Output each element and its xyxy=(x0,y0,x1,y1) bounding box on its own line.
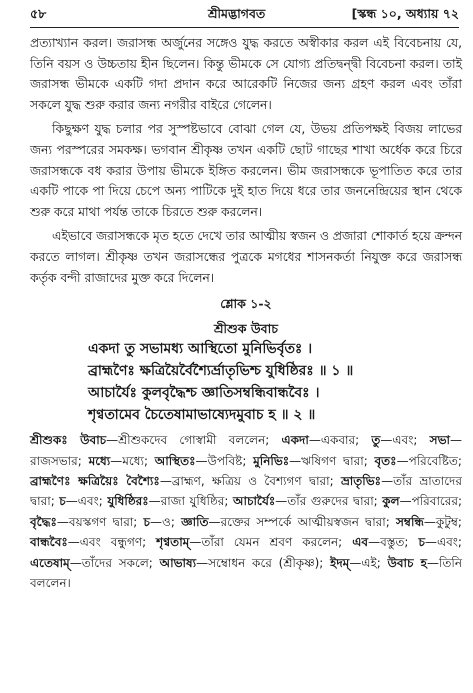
synonym-meaning: রাজসভার; xyxy=(30,453,82,468)
paragraph: এইভাবে জরাসন্ধকে মৃত হতে দেখে তার আত্মীয় স্বজন ও প্রজারা শোকার্ত হয়ে ক্রন্দন করতে লাগল। শ্রীকৃষ্ণ তখন জরাসন্ধের পুত্রকে মগধের শাসনকর্তা নিযুক্ত করে জরাসন্ধ কর্তৃক বন্দী রাজাদের মুক্ত করে দিলেন। xyxy=(30,229,462,285)
synonym-meaning: তাঁদের সকলে; xyxy=(81,555,153,570)
verse-number: শ্লোক ১-২ xyxy=(220,296,272,312)
synonym-meaning: পরিবারের; xyxy=(411,494,462,509)
synonym-meaning: একবার; xyxy=(320,433,360,448)
synonym-word: ব্রাহ্মণৈঃ ক্ষত্রিয়ৈঃ বৈশ্যৈঃ xyxy=(30,473,160,488)
page-number: ৫৮ xyxy=(30,6,47,21)
synonym-meaning: উপবিষ্ট; xyxy=(207,453,247,468)
synonym-word: যুধিষ্ঠিরঃ xyxy=(107,494,149,509)
word-synonyms: শ্রীশুকঃ উবাচ—শ্রীশুকদেব গোস্বামী বললেন; একদা—একবার; তু—এবং; সভা—রাজসভার; মধ্যে—মধ্যে; আস্থিতঃ—উপবিষ্ট; মুনিভিঃ—ঋষিগণ দ্বারা; বৃতঃ—পরিবেষ্টিত; ব্রাহ্মণৈঃ ক্ষত্রিয়ৈঃ বৈশ্যৈঃ—ব্রাহ্মণ, ক্ষত্রিয় ও বৈশ্যগণ দ্বারা; ভ্রাতৃভিঃ—তাঁর ভ্রাতাদের দ্বারা; চ—এবং; যুধিষ্ঠিরঃ—রাজা যুধিষ্ঠির; আচার্যৈঃ—তাঁর গুরুদের দ্বারা; কুল—পরিবারের; বৃদ্ধৈঃ—বয়স্কগণ দ্বারা; চ—ও; জ্ঞাতি—রক্তের সম্পর্কে আত্মীয়স্বজন দ্বারা; সম্বন্ধি—কুটুম্ব; বান্ধবৈঃ—এবং বন্ধুগণ; শৃণ্বতাম্—তাঁরা যেমন শ্রবণ করলেন; এব—বস্তুত; চ—এবং; এতেষাম্—তাঁদের সকলে; আভাষ্য—সম্বোধন করে (শ্রীকৃষ্ণ); ইদম্—এই; উবাচ হ—তিনি বললেন। xyxy=(30,433,462,590)
synonym-word: চ xyxy=(418,535,425,550)
page-header xyxy=(30,4,459,26)
synonym-meaning: রক্তের সম্পর্কে আত্মীয়স্বজন দ্বারা; xyxy=(220,514,390,529)
synonym-word: বৃদ্ধৈঃ xyxy=(30,514,57,529)
synonym-word: বৃতঃ xyxy=(374,453,397,468)
synonym-word: কুল xyxy=(382,494,400,509)
synonym-meaning: ঋষিগণ দ্বারা; xyxy=(301,453,368,468)
header-divider xyxy=(30,27,459,28)
verse-line: একদা তু সভামধ্য আস্থিতো মুনিভির্বৃতঃ । xyxy=(88,341,313,358)
synonym-word: উবাচ হ xyxy=(387,555,427,570)
synonym-meaning: শ্রীশুকদেব গোস্বামী বললেন; xyxy=(118,433,270,448)
synonym-word: ইদম্ xyxy=(330,555,350,570)
page-body xyxy=(30,33,462,593)
synonym-meaning: বয়স্কগণ দ্বারা; xyxy=(68,514,138,529)
synonym-word: বান্ধবৈঃ xyxy=(30,535,68,550)
book-title: শ্রীমদ্ভাগবত xyxy=(208,6,266,21)
synonym-word: শৃণ্বতাম্ xyxy=(156,535,190,550)
synonym-meaning: কুটুম্ব; xyxy=(435,514,462,529)
synonym-meaning: সম্বোধন করে (শ্রীকৃষ্ণ); xyxy=(208,555,324,570)
synonym-word: তু xyxy=(371,433,381,448)
synonym-word: ভ্রাতৃভিঃ xyxy=(340,473,382,488)
synonym-word: সভা xyxy=(429,433,450,448)
synonym-meaning: বস্তুত; xyxy=(380,535,409,550)
synonym-meaning: এবং; xyxy=(392,433,418,448)
verse-speaker: শ্রীশুক উবাচ xyxy=(214,321,278,337)
synonym-word: চ xyxy=(59,494,66,509)
synonym-word: সম্বন্ধি xyxy=(395,514,424,529)
synonym-meaning: এই; xyxy=(361,555,381,570)
synonym-word: চ xyxy=(143,514,151,529)
verse-line: আচার্যৈঃ কুলবৃদ্ধৈশ্চ জ্ঞাতিসম্বন্ধিবান্ধবৈঃ । xyxy=(88,385,320,402)
synonym-meaning: তাঁর ভ্রাতাদের দ্বারা; xyxy=(30,473,462,509)
synonym-word: মুনিভিঃ xyxy=(253,453,290,468)
chapter-reference: [স্কন্ধ ১০, অধ্যায় ৭২ xyxy=(351,6,459,21)
paragraph: প্রত্যাখ্যান করল। জরাসন্ধ অর্জুনের সঙ্গেও যুদ্ধ করতে অস্বীকার করল এই বিবেচনায় যে, তিনি বয়স ও উচ্চতায় হীন ছিলেন। কিন্তু ভীমকে সে যোগ্য প্রতিদ্বন্দ্বী বিবেচনা করল। তাই জরাসন্ধ ভীমকে একটি গদা প্রদান করে আরেকটি নিজের জন্য গ্রহণ করল এবং তাঁরা সকলে যুদ্ধ শুরু করার জন্য নগরীর বাইরে গেলেন। xyxy=(30,36,462,112)
synonym-word: আচার্যৈঃ xyxy=(232,494,276,509)
synonym-meaning: তিনি বললেন। xyxy=(30,555,462,590)
synonym-meaning: এবং বন্ধুগণ; xyxy=(79,535,147,550)
synonym-meaning: তাঁরা যেমন শ্রবণ করলেন; xyxy=(201,535,343,550)
synonym-word: এতেষাম্ xyxy=(30,555,70,570)
synonym-word: মধ্যে xyxy=(88,453,111,468)
synonym-meaning: এবং; xyxy=(77,494,103,509)
synonym-meaning: ব্রাহ্মণ, ক্ষত্রিয় ও বৈশ্যগণ দ্বারা; xyxy=(171,473,334,488)
paragraph: কিছুক্ষণ যুদ্ধ চলার পর সুস্পষ্টভাবে বোঝা গেল যে, উভয় প্রতিপক্ষই বিজয় লাভের জন্য পরস্পরের সমকক্ষ। ভগবান শ্রীকৃষ্ণ তখন একটি ছোট গাছের শাখা অর্ধেক করে চিরে জরাসন্ধকে বধ করার উপায় ভীমকে ইঙ্গিত করলেন। ভীম জরাসন্ধকে ভূপাতিত করে তার একটি পাকে পা দিয়ে চেপে অন্য পাটিকে দুই হাত দিয়ে ধরে তার জননেন্দ্রিয়ের স্থান থেকে শুরু করে মাথা পর্যন্ত তাকে চিরতে শুরু করলেন। xyxy=(30,122,462,219)
synonym-meaning: রাজা যুধিষ্ঠির; xyxy=(160,494,229,509)
verse-line: ব্রাহ্মণৈঃ ক্ষত্রিয়ৈর্বৈশ্যৈর্ভ্রাতৃভিশ্চ যুধিষ্ঠিরঃ ॥ ১ ॥ xyxy=(88,363,354,380)
synonym-word: আস্থিতঃ xyxy=(154,453,196,468)
synonym-word: জ্ঞাতি xyxy=(181,514,209,529)
synonym-meaning: এবং; xyxy=(436,535,462,550)
synonym-meaning: তাঁর গুরুদের দ্বারা; xyxy=(287,494,378,509)
synonym-word: আভাষ্য xyxy=(159,555,197,570)
synonym-word: একদা xyxy=(281,433,309,448)
synonym-word: শ্রীশুকঃ উবাচ xyxy=(30,433,107,448)
synonym-meaning: মধ্যে; xyxy=(122,453,148,468)
verse-line: শৃণ্বতামেব চৈতেষামাভাষ্যেদমুবাচ হ ॥ ২ ॥ xyxy=(88,407,316,424)
synonym-word: এব xyxy=(352,535,369,550)
synonym-meaning: ও; xyxy=(162,514,175,529)
synonym-meaning: পরিবেষ্টিত; xyxy=(408,453,462,468)
